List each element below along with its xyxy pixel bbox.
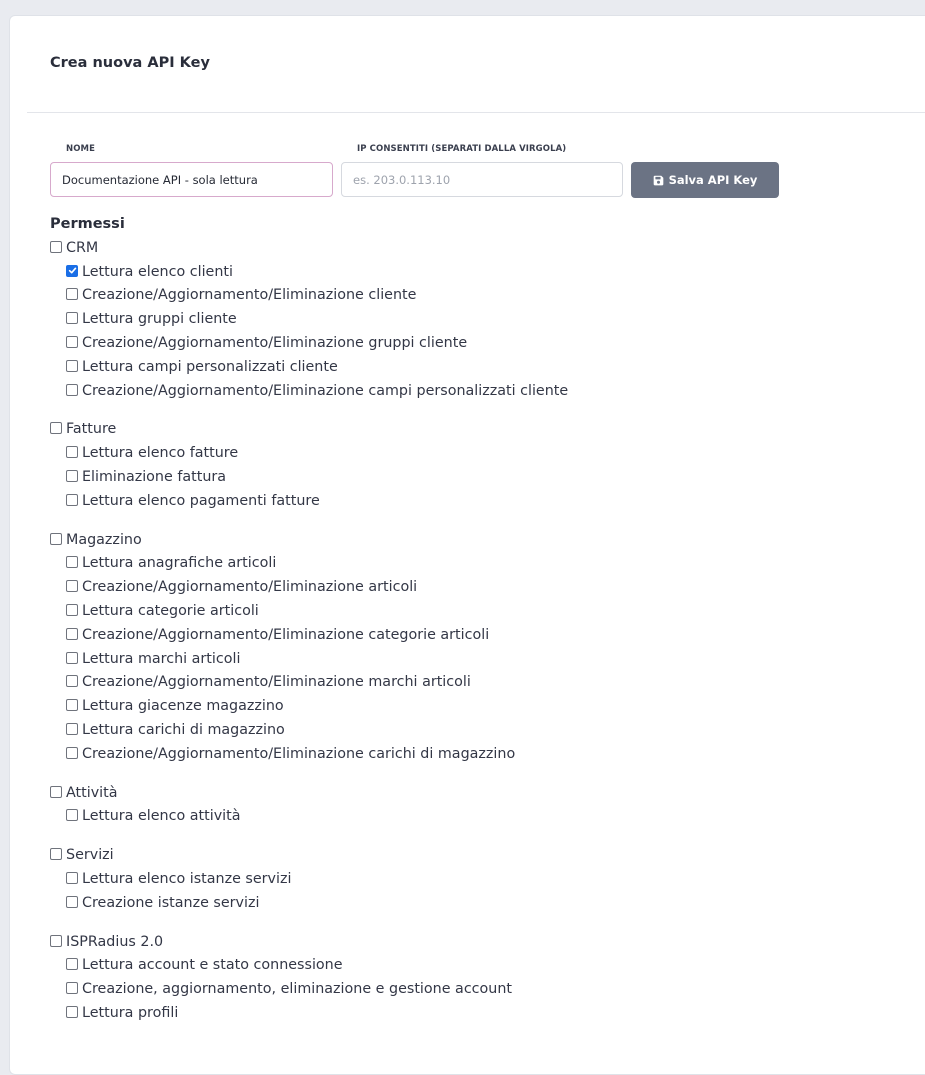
permission-label: Creazione/Aggiornamento/Eliminazione marchi articoli <box>82 674 471 691</box>
permission-label: Creazione/Aggiornamento/Eliminazione articoli <box>82 579 418 596</box>
permission-group <box>50 236 910 403</box>
permission-label: Creazione/Aggiornamento/Eliminazione gruppi cliente <box>82 335 468 352</box>
permission-checkbox[interactable] <box>66 747 78 759</box>
permission-group-row[interactable] <box>50 781 910 805</box>
permission-label: Creazione/Aggiornamento/Eliminazione carichi di magazzino <box>82 745 516 762</box>
permission-item[interactable] <box>50 647 910 671</box>
permission-checkbox[interactable] <box>66 446 78 458</box>
permission-label: Lettura elenco attività <box>82 808 241 825</box>
save-button-label: Salva API Key <box>668 173 758 187</box>
permission-label: Lettura giacenze magazzino <box>82 698 284 715</box>
group-label: Magazzino <box>66 531 142 548</box>
permission-item[interactable] <box>50 552 910 576</box>
permission-item[interactable] <box>50 671 910 695</box>
permission-label: Lettura anagrafiche articoli <box>82 555 277 572</box>
group-label: Fatture <box>66 421 117 438</box>
permission-label: Lettura profili <box>82 1005 179 1021</box>
permission-checkbox[interactable] <box>66 982 78 994</box>
group-label: Servizi <box>66 847 114 864</box>
permission-label: Creazione istanze servizi <box>82 894 260 911</box>
group-checkbox[interactable] <box>50 241 62 253</box>
permission-item[interactable] <box>50 379 910 403</box>
permission-checkbox[interactable] <box>66 336 78 348</box>
permission-checkbox[interactable] <box>66 384 78 396</box>
permission-label: Lettura marchi articoli <box>82 650 241 667</box>
permission-item[interactable] <box>50 694 910 718</box>
permission-checkbox[interactable] <box>66 556 78 568</box>
permission-checkbox[interactable] <box>66 288 78 300</box>
permission-group-row[interactable] <box>50 418 910 442</box>
permission-item[interactable] <box>50 891 910 915</box>
permission-item[interactable] <box>50 465 910 489</box>
group-checkbox[interactable] <box>50 848 62 860</box>
permission-item[interactable] <box>50 260 910 284</box>
permission-label: Lettura campi personalizzati cliente <box>82 358 338 375</box>
permission-label: Lettura gruppi cliente <box>82 311 237 328</box>
group-label: ISPRadius 2.0 <box>66 933 164 950</box>
permission-group <box>50 930 910 1025</box>
permission-item[interactable] <box>50 805 910 829</box>
permission-item[interactable] <box>50 284 910 308</box>
permission-item[interactable] <box>50 742 910 766</box>
api-key-card <box>9 15 925 1075</box>
permission-group <box>50 781 910 829</box>
permission-label: Lettura elenco fatture <box>82 445 239 462</box>
permission-group <box>50 528 910 766</box>
permission-checkbox[interactable] <box>66 1006 78 1018</box>
name-label: NOME <box>66 144 96 154</box>
permission-item[interactable] <box>50 307 910 331</box>
group-label: Attività <box>66 784 118 801</box>
permission-checkbox[interactable] <box>66 604 78 616</box>
permission-item[interactable] <box>50 599 910 623</box>
group-checkbox[interactable] <box>50 533 62 545</box>
permission-group-row[interactable] <box>50 236 910 260</box>
permission-label: Lettura carichi di magazzino <box>82 722 285 739</box>
permission-label: Lettura elenco pagamenti fatture <box>82 492 320 509</box>
header-divider <box>27 112 925 113</box>
permission-group-row[interactable] <box>50 930 910 954</box>
permission-group-row[interactable] <box>50 843 910 867</box>
permission-item[interactable] <box>50 441 910 465</box>
permission-checkbox[interactable] <box>66 872 78 884</box>
permission-item[interactable] <box>50 575 910 599</box>
permission-checkbox[interactable] <box>66 494 78 506</box>
permission-checkbox[interactable] <box>66 896 78 908</box>
permission-checkbox[interactable] <box>66 958 78 970</box>
permission-item[interactable] <box>50 489 910 513</box>
permissions-title: Permessi <box>50 216 125 232</box>
permission-item[interactable] <box>50 623 910 647</box>
permission-checkbox[interactable] <box>66 723 78 735</box>
permission-item[interactable] <box>50 867 910 891</box>
floppy-disk-icon <box>653 175 664 186</box>
group-label: CRM <box>66 239 99 256</box>
permission-checkbox[interactable] <box>66 675 78 687</box>
group-checkbox[interactable] <box>50 935 62 947</box>
permission-label: Lettura account e stato connessione <box>82 957 343 974</box>
permission-label: Eliminazione fattura <box>82 469 227 486</box>
permission-checkbox[interactable] <box>66 470 78 482</box>
permission-item[interactable] <box>50 954 910 978</box>
permission-checkbox[interactable] <box>66 312 78 324</box>
permission-checkbox[interactable] <box>66 360 78 372</box>
permission-label: Lettura categorie articoli <box>82 603 259 620</box>
permission-item[interactable] <box>50 331 910 355</box>
permission-checkbox[interactable] <box>66 652 78 664</box>
permission-label: Creazione/Aggiornamento/Eliminazione categorie articoli <box>82 626 490 643</box>
permission-group <box>50 843 910 914</box>
permission-label: Creazione, aggiornamento, eliminazione e gestione account <box>82 981 513 998</box>
ip-label: IP CONSENTITI (SEPARATI DALLA VIRGOLA) <box>357 144 567 154</box>
permission-checkbox[interactable] <box>66 628 78 640</box>
name-input[interactable] <box>50 162 333 197</box>
save-api-key-button[interactable] <box>631 162 779 198</box>
permission-item[interactable] <box>50 1001 910 1025</box>
ip-input[interactable] <box>341 162 623 197</box>
permissions-list <box>50 236 910 1040</box>
permission-checkbox[interactable] <box>66 699 78 711</box>
group-checkbox[interactable] <box>50 422 62 434</box>
permission-label: Creazione/Aggiornamento/Eliminazione campi personalizzati cliente <box>82 382 569 399</box>
permission-group <box>50 418 910 513</box>
permission-checkbox[interactable] <box>66 265 78 277</box>
permission-item[interactable] <box>50 977 910 1001</box>
group-checkbox[interactable] <box>50 786 62 798</box>
card-title: Crea nuova API Key <box>50 55 210 71</box>
permission-label: Lettura elenco clienti <box>82 263 233 280</box>
permission-checkbox[interactable] <box>66 580 78 592</box>
permission-label: Lettura elenco istanze servizi <box>82 871 292 888</box>
permission-label: Creazione/Aggiornamento/Eliminazione cliente <box>82 287 417 304</box>
permission-checkbox[interactable] <box>66 809 78 821</box>
permission-group-row[interactable] <box>50 528 910 552</box>
permission-item[interactable] <box>50 718 910 742</box>
permission-item[interactable] <box>50 355 910 379</box>
